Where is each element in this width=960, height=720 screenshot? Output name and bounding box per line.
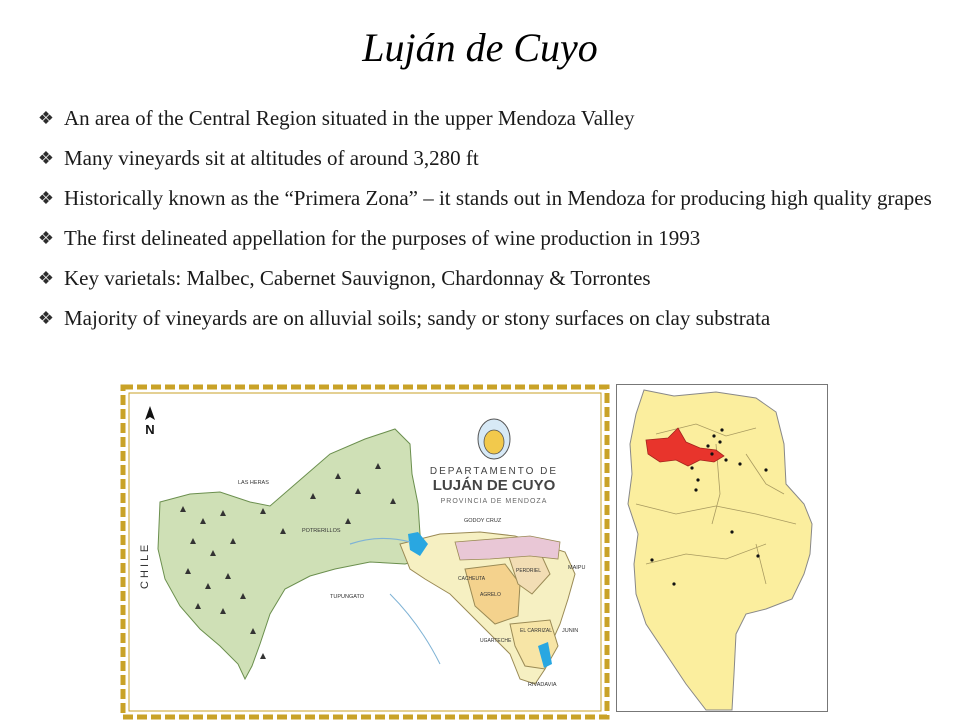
- place-maipu: MAIPU: [568, 565, 586, 571]
- bullet-text: Many vineyards sit at altitudes of around 3,280 ft: [64, 146, 479, 170]
- bullet-text: Key varietals: Malbec, Cabernet Sauvignon, Chardonnay & Torrontes: [64, 266, 651, 290]
- bullet-text: Historically known as the “Primera Zona” – it stands out in Mendoza for producing high quality grapes: [64, 186, 932, 210]
- chile-label: C H I L E: [139, 544, 151, 589]
- bullet-list: [36, 104, 946, 344]
- north-label: N: [145, 422, 155, 437]
- bullet-item: [36, 224, 946, 253]
- bullet-item: [36, 144, 946, 173]
- diamond-bullet-icon: ❖: [37, 148, 55, 168]
- diamond-bullet-icon: ❖: [37, 108, 55, 128]
- place-carrizal: EL CARRIZAL: [520, 628, 553, 634]
- map-heading-1: DEPARTAMENTO DE: [429, 466, 559, 477]
- place-ugarteche: UGARTECHE: [480, 638, 512, 644]
- place-godoy-cruz: GODOY CRUZ: [464, 518, 502, 524]
- coat-of-arms-icon: [478, 419, 510, 459]
- diamond-bullet-icon: ❖: [37, 268, 55, 288]
- bullet-text: An area of the Central Region situated in the upper Mendoza Valley: [64, 106, 635, 130]
- diamond-bullet-icon: ❖: [37, 228, 55, 248]
- place-cacheuta: CACHEUTA: [458, 576, 486, 582]
- diamond-bullet-icon: ❖: [37, 308, 55, 328]
- place-junin: JUNIN: [562, 628, 579, 634]
- lujan-department-map: [120, 384, 610, 720]
- map-heading-2: LUJÁN DE CUYO: [432, 477, 556, 494]
- mendoza-province-map: [616, 384, 828, 712]
- diamond-bullet-icon: ❖: [37, 188, 55, 208]
- bullet-item: [36, 264, 946, 293]
- place-perdriel: PERDRIEL: [516, 568, 542, 574]
- place-las-heras: LAS HERAS: [238, 480, 269, 486]
- bullet-item: [36, 184, 946, 213]
- place-agrelo: AGRELO: [480, 592, 501, 598]
- map-heading-3: PROVINCIA DE MENDOZA: [440, 498, 548, 505]
- bullet-text: Majority of vineyards are on alluvial soils; sandy or stony surfaces on clay substrata: [64, 306, 771, 330]
- place-potrerillos: POTRERILLOS: [302, 528, 341, 534]
- bullet-text: The first delineated appellation for the purposes of wine production in 1993: [64, 226, 701, 250]
- page-title: Luján de Cuyo: [362, 25, 598, 70]
- bullet-item: [36, 104, 946, 133]
- bullet-item: [36, 304, 946, 333]
- place-rivadavia: RIVADAVIA: [528, 682, 557, 688]
- place-tupungato: TUPUNGATO: [330, 594, 365, 600]
